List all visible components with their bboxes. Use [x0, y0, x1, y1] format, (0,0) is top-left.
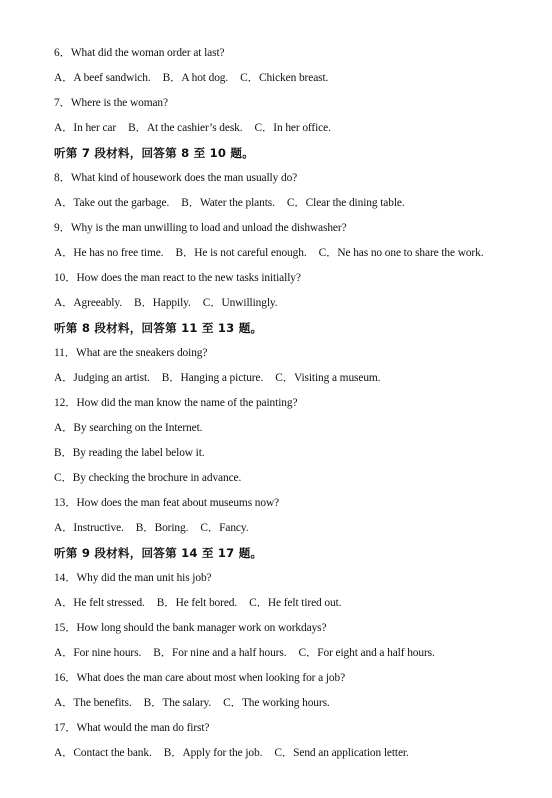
answer-option: C．The working hours. [223, 697, 330, 709]
answer-option: A．A beef sandwich. [54, 72, 151, 84]
answer-option: A．He has no free time. [54, 247, 164, 259]
answer-option: B．A hot dog. [162, 72, 229, 84]
answer-options [54, 195, 544, 211]
answer-option: A．The benefits. [54, 697, 132, 709]
answer-option: A．Judging an artist. [54, 372, 150, 384]
answer-option: B．Water the plants. [181, 197, 275, 209]
answer-option: C．For eight and a half hours. [298, 647, 435, 659]
answer-options [54, 595, 544, 611]
answer-option: C．Visiting a museum. [275, 372, 381, 384]
answer-option: B．He is not careful enough. [175, 247, 307, 259]
answer-options [54, 245, 544, 261]
answer-option: C．Send an application letter. [274, 747, 409, 759]
question-text: 8．What kind of housework does the man usually do? [54, 172, 298, 184]
answer-option: A．He felt stressed. [54, 597, 145, 609]
section-heading: 听第 9 段材料，回答第 14 至 17 题。 [54, 546, 263, 560]
question-text: 16．What does the man care about most when looking for a job? [54, 672, 346, 684]
answer-option: A．In her car [54, 122, 117, 134]
answer-option: C．Unwillingly. [202, 297, 278, 309]
question-text: 9．Why is the man unwilling to load and unload the dishwasher? [54, 222, 347, 234]
answer-option: B．Boring. [135, 522, 189, 534]
section-heading: 听第 7 段材料，回答第 8 至 10 题。 [54, 146, 255, 160]
question-text: 15．How long should the bank manager work on workdays? [54, 622, 327, 634]
answer-options [54, 120, 544, 136]
answer-option: A．Agreeably. [54, 297, 122, 309]
answer-option: B．For nine and a half hours. [153, 647, 287, 659]
question-text: 10．How does the man react to the new tasks initially? [54, 272, 301, 284]
answer-options [54, 745, 544, 761]
answer-option: B．Hanging a picture. [161, 372, 264, 384]
question-text: C．By checking the brochure in advance. [54, 472, 242, 484]
question-text: 11．What are the sneakers doing? [54, 347, 208, 359]
question-text: 14．Why did the man unit his job? [54, 572, 212, 584]
answer-option: A．For nine hours. [54, 647, 142, 659]
question-text: B．By reading the label below it. [54, 447, 205, 459]
answer-option: B．The salary. [143, 697, 212, 709]
answer-option: B．At the cashier’s desk. [128, 122, 243, 134]
question-text: 6．What did the woman order at last? [54, 47, 225, 59]
answer-option: B．Apply for the job. [163, 747, 263, 759]
question-text: 12．How did the man know the name of the painting? [54, 397, 298, 409]
answer-option: C．He felt tired out. [249, 597, 342, 609]
question-text: 17．What would the man do first? [54, 722, 210, 734]
answer-option: B．He felt bored. [156, 597, 238, 609]
answer-option: A．Instructive. [54, 522, 124, 534]
answer-option: C．Clear the dining table. [286, 197, 405, 209]
answer-options [54, 295, 544, 311]
answer-option: C．Fancy. [200, 522, 249, 534]
answer-option: A．Contact the bank. [54, 747, 152, 759]
answer-option: B．Happily. [133, 297, 191, 309]
question-text: 13．How does the man feat about museums now? [54, 497, 280, 509]
answer-option: C．Ne has no one to share the work. [318, 247, 484, 259]
answer-options [54, 70, 544, 86]
question-text: A．By searching on the Internet. [54, 422, 203, 434]
answer-option: C．Chicken breast. [240, 72, 329, 84]
question-text: 7．Where is the woman? [54, 97, 168, 109]
answer-option: A．Take out the garbage. [54, 197, 170, 209]
section-heading: 听第 8 段材料，回答第 11 至 13 题。 [54, 321, 263, 335]
answer-options [54, 645, 544, 661]
answer-options [54, 695, 544, 711]
answer-option: C．In her office. [254, 122, 331, 134]
answer-options [54, 520, 544, 536]
answer-options [54, 370, 544, 386]
